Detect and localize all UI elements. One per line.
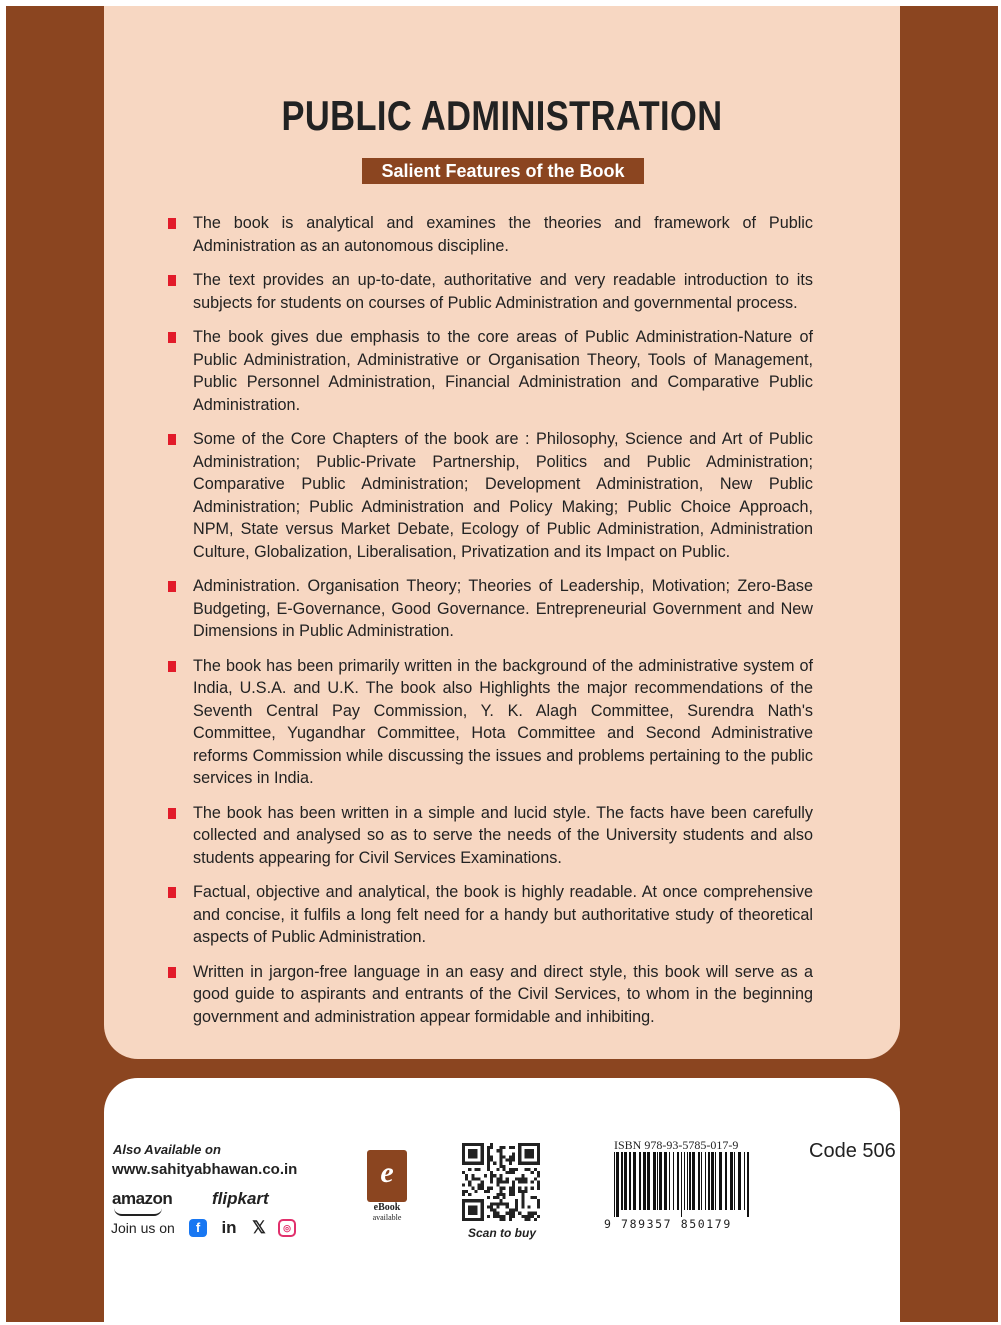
- website-link[interactable]: www.sahityabhawan.co.in: [112, 1161, 298, 1178]
- amazon-logo[interactable]: amazon: [112, 1189, 173, 1208]
- feature-item: [168, 575, 813, 643]
- feature-text: The book gives due emphasis to the core areas of Public Administration-Nature of Public Administration, Administrative or Organisation Theory, Tools of Management, Public Personnel Administration, Financial Administration and Comparative Public Administration.: [193, 328, 813, 414]
- also-available-label: Also Available on: [113, 1142, 221, 1157]
- scan-to-buy-label: Scan to buy: [467, 1226, 536, 1240]
- feature-item: [168, 802, 813, 870]
- subtitle-banner: Salient Features of the Book: [362, 158, 644, 184]
- feature-item: [168, 655, 813, 790]
- bullet-marker: [168, 434, 176, 445]
- feature-text: Factual, objective and analytical, the book is highly readable. At once comprehensive and concise, it fulfils a long felt need for a handy but authoritative study of theoretical aspects of Public Administration.: [193, 883, 813, 946]
- bullet-marker: [168, 967, 176, 978]
- feature-item: [168, 961, 813, 1029]
- feature-text: The text provides an up-to-date, authoritative and very readable introduction to its subjects for students on courses of Public Administration and governmental process.: [193, 271, 813, 312]
- ebook-label: eBook: [373, 1202, 401, 1213]
- bullet-marker: [168, 887, 176, 898]
- book-title: PUBLIC ADMINISTRATION: [281, 92, 723, 139]
- feature-text: The book has been primarily written in the background of the administrative system of India, U.S.A. and U.K. The book also Highlights the major recommendations of the Seventh Central Pay Commission, Y. K. Alagh Committee, Surendra Nath's Committee, Yugandhar Committee, Hota Committee and Second Administrative reforms Commission while discussing the issues and problems pertaining to the public services in India.: [193, 656, 813, 787]
- feature-text: Administration. Organisation Theory; Theories of Leadership, Motivation; Zero-Base Budgeting, E-Governance, Good Governance. Entrepreneurial Government and New Dimensions in Public Administration.: [193, 577, 813, 640]
- instagram-icon[interactable]: ◎: [278, 1219, 296, 1237]
- bullet-marker: [168, 218, 176, 229]
- barcode: [612, 1152, 752, 1217]
- bullet-marker: [168, 661, 176, 672]
- bullet-marker: [168, 581, 176, 592]
- feature-text: Written in jargon-free language in an easy and direct style, this book will serve as a good guide to aspirants and entrants of the Civil Services, to whom in the beginning government and administration appear formidable and inhibiting.: [193, 962, 813, 1026]
- bullet-marker: [168, 332, 176, 343]
- facebook-icon[interactable]: f: [189, 1219, 207, 1237]
- feature-list: [168, 212, 813, 1040]
- barcode-number: 9 789357 850179: [604, 1217, 732, 1231]
- qr-code[interactable]: [462, 1143, 540, 1221]
- feature-item: [168, 881, 813, 949]
- feature-item: [168, 428, 813, 563]
- bullet-marker: [168, 275, 176, 286]
- book-code: Code 506: [809, 1140, 896, 1162]
- linkedin-icon[interactable]: in: [221, 1218, 237, 1237]
- x-icon[interactable]: 𝕏: [252, 1218, 266, 1237]
- ebook-letter: e: [380, 1156, 394, 1189]
- flipkart-logo[interactable]: flipkart: [212, 1189, 269, 1208]
- ebook-available-label: available: [372, 1213, 402, 1222]
- feature-item: [168, 326, 813, 416]
- bullet-marker: [168, 808, 176, 819]
- join-us-label: Join us on: [111, 1220, 175, 1236]
- feature-text: The book is analytical and examines the theories and framework of Public Administration as an autonomous discipline.: [193, 214, 813, 255]
- feature-text: The book has been written in a simple and lucid style. The facts have been carefully collected and analysed so as to serve the needs of the University students and also students appearing for Civil Services Examinations.: [193, 803, 813, 867]
- ebook-icon: [367, 1150, 407, 1202]
- feature-item: [168, 212, 813, 257]
- isbn-label: ISBN 978-93-5785-017-9: [614, 1138, 739, 1152]
- amazon-smile-icon: [114, 1208, 162, 1216]
- feature-item: [168, 269, 813, 314]
- feature-text: Some of the Core Chapters of the book are : Philosophy, Science and Art of Public Administration; Public-Private Partnership, Politics and Public Administration; Comparative Public Administration; Development Administration, New Public Administration; Public Administration and Policy Making; Public Choice Approach, NPM, State versus Market Debate, Ecology of Public Administration, Administration Culture, Globalization, Liberalisation, Privatization and its Impact on Public.: [193, 430, 813, 561]
